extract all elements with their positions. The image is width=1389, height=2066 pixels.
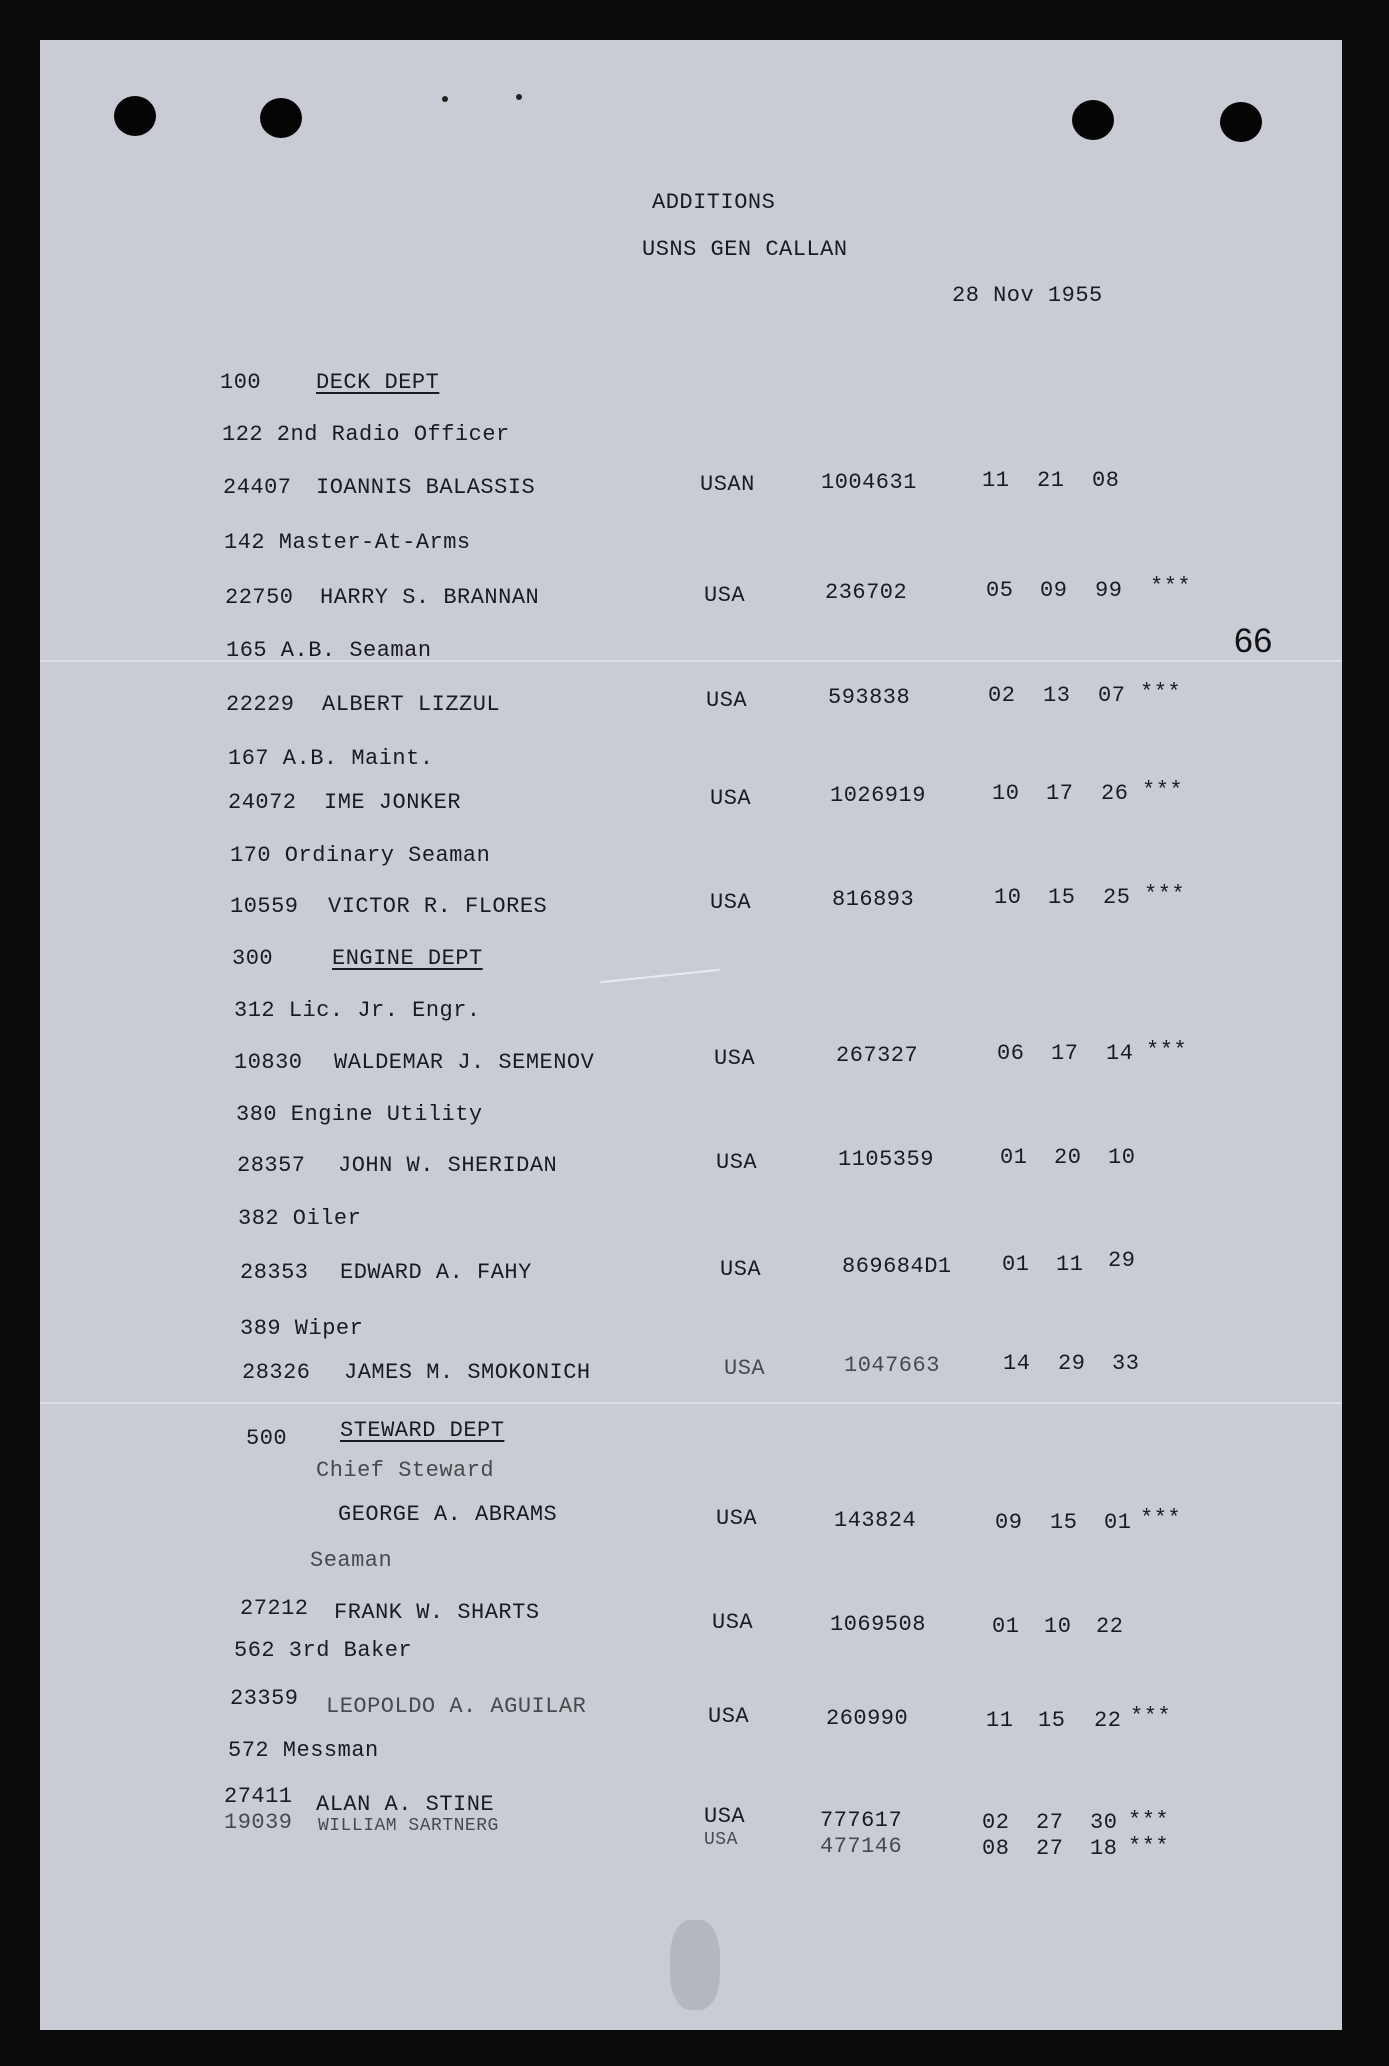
document-page (40, 40, 1342, 2030)
crew-id: 24407 (223, 475, 292, 500)
date-month: 02 (982, 1810, 1010, 1835)
doc-title: ADDITIONS (652, 190, 776, 215)
date-month: 11 (986, 1708, 1014, 1733)
crew-id: 19039 (224, 1810, 293, 1835)
date-day: 17 (1046, 781, 1074, 806)
fold-line (40, 1402, 1342, 1404)
date-year: 08 (1092, 468, 1120, 493)
asterisk-mark: *** (1142, 778, 1184, 803)
crew-name: EDWARD A. FAHY (340, 1260, 532, 1285)
asterisk-mark: *** (1146, 1038, 1188, 1063)
dept-code: 300 (232, 946, 274, 971)
citizenship: USA (704, 583, 746, 608)
crew-name: FRANK W. SHARTS (334, 1600, 540, 1625)
crew-name: ALBERT LIZZUL (322, 692, 501, 717)
date-month: 01 (1000, 1145, 1028, 1170)
date-day: 27 (1036, 1810, 1064, 1835)
speck (442, 96, 448, 102)
doc-date: 28 Nov 1955 (952, 283, 1103, 308)
position-line: 389 Wiper (240, 1316, 364, 1341)
crew-id: 28326 (242, 1360, 311, 1385)
date-day: 17 (1051, 1041, 1079, 1066)
date-month: 02 (988, 683, 1016, 708)
date-month: 01 (1002, 1252, 1030, 1277)
date-year: 14 (1106, 1041, 1134, 1066)
dept-heading: ENGINE DEPT (332, 946, 483, 971)
citizenship: USA (710, 786, 752, 811)
citizenship: USA (720, 1257, 762, 1282)
date-year: 29 (1108, 1248, 1136, 1273)
crew-name: WILLIAM SARTNERG (318, 1816, 499, 1836)
crew-name: JOHN W. SHERIDAN (338, 1153, 558, 1178)
date-year: 30 (1090, 1810, 1118, 1835)
position-line: 380 Engine Utility (236, 1102, 483, 1127)
crew-id: 23359 (230, 1686, 299, 1711)
position-line: 312 Lic. Jr. Engr. (234, 998, 481, 1023)
position-line: 382 Oiler (238, 1206, 362, 1231)
crew-id: 10830 (234, 1050, 303, 1075)
crew-id: 28353 (240, 1260, 309, 1285)
date-day: 27 (1036, 1836, 1064, 1861)
date-month: 08 (982, 1836, 1010, 1861)
document-number: 593838 (828, 685, 911, 710)
punch-hole (114, 96, 156, 136)
document-number: 260990 (826, 1706, 909, 1731)
position-line: 167 A.B. Maint. (228, 746, 434, 771)
date-month: 14 (1003, 1351, 1031, 1376)
document-number: 869684D1 (842, 1254, 952, 1279)
asterisk-mark: *** (1150, 574, 1192, 599)
position-line: 562 3rd Baker (234, 1638, 413, 1663)
punch-hole (1220, 102, 1262, 142)
crew-id: 22750 (225, 585, 294, 610)
date-year: 22 (1094, 1708, 1122, 1733)
document-number: 1004631 (821, 470, 917, 495)
date-day: 15 (1048, 885, 1076, 910)
document-number: 1105359 (838, 1147, 934, 1172)
date-month: 11 (982, 468, 1010, 493)
position-line: Seaman (310, 1548, 393, 1573)
document-number: 777617 (820, 1808, 903, 1833)
date-day: 11 (1056, 1252, 1084, 1277)
document-number: 816893 (832, 887, 915, 912)
citizenship: USA (704, 1804, 746, 1829)
citizenship: USA (710, 890, 752, 915)
asterisk-mark: *** (1140, 1506, 1182, 1531)
asterisk-mark: *** (1140, 680, 1182, 705)
date-day: 09 (1040, 578, 1068, 603)
punch-hole (260, 98, 302, 138)
date-day: 15 (1038, 1708, 1066, 1733)
date-month: 01 (992, 1614, 1020, 1639)
date-month: 09 (995, 1510, 1023, 1535)
ship-name: USNS GEN CALLAN (642, 237, 848, 262)
document-number: 267327 (836, 1043, 919, 1068)
crew-name: ALAN A. STINE (316, 1792, 495, 1817)
position-line: 142 Master-At-Arms (224, 530, 471, 555)
date-month: 05 (986, 578, 1014, 603)
crew-name: LEOPOLDO A. AGUILAR (326, 1694, 587, 1719)
position-line: 170 Ordinary Seaman (230, 843, 491, 868)
dept-code: 500 (246, 1426, 288, 1451)
crew-id: 10559 (230, 894, 299, 919)
document-number: 1047663 (844, 1353, 940, 1378)
position-line: Chief Steward (316, 1458, 495, 1483)
crew-name: WALDEMAR J. SEMENOV (334, 1050, 595, 1075)
crew-name: JAMES M. SMOKONICH (344, 1360, 591, 1385)
asterisk-mark: *** (1128, 1834, 1170, 1859)
citizenship: USA (712, 1610, 754, 1635)
citizenship: USA (706, 688, 748, 713)
citizenship: USA (716, 1506, 758, 1531)
asterisk-mark: *** (1130, 1704, 1172, 1729)
date-day: 15 (1050, 1510, 1078, 1535)
crew-id: 27212 (240, 1596, 309, 1621)
citizenship: USA (716, 1150, 758, 1175)
citizenship: USA (708, 1704, 750, 1729)
position-line: 122 2nd Radio Officer (222, 422, 510, 447)
date-year: 07 (1098, 683, 1126, 708)
document-number: 236702 (825, 580, 908, 605)
date-year: 25 (1103, 885, 1131, 910)
date-day: 29 (1058, 1351, 1086, 1376)
speck (516, 94, 522, 100)
crew-id: 27411 (224, 1784, 293, 1809)
document-number: 143824 (834, 1508, 917, 1533)
dept-heading: STEWARD DEPT (340, 1418, 505, 1443)
date-day: 10 (1044, 1614, 1072, 1639)
position-line: 165 A.B. Seaman (226, 638, 432, 663)
date-day: 20 (1054, 1145, 1082, 1170)
smudge (670, 1920, 720, 2010)
date-year: 99 (1095, 578, 1123, 603)
date-day: 21 (1037, 468, 1065, 493)
crew-id: 24072 (228, 790, 297, 815)
position-line: 572 Messman (228, 1738, 379, 1763)
date-year: 10 (1108, 1145, 1136, 1170)
dept-heading: DECK DEPT (316, 370, 440, 395)
citizenship: USA (724, 1356, 766, 1381)
date-year: 18 (1090, 1836, 1118, 1861)
citizenship: USA (714, 1046, 756, 1071)
date-year: 33 (1112, 1351, 1140, 1376)
date-year: 22 (1096, 1614, 1124, 1639)
crew-id: 28357 (237, 1153, 306, 1178)
asterisk-mark: *** (1144, 882, 1186, 907)
citizenship: USA (704, 1830, 738, 1850)
document-number: 1069508 (830, 1612, 926, 1637)
date-month: 06 (997, 1041, 1025, 1066)
scratch-mark (600, 969, 720, 984)
crew-name: IME JONKER (324, 790, 462, 815)
document-number: 477146 (820, 1834, 903, 1859)
crew-name: IOANNIS BALASSIS (316, 475, 536, 500)
crew-name: HARRY S. BRANNAN (320, 585, 540, 610)
date-month: 10 (992, 781, 1020, 806)
document-number: 1026919 (830, 783, 926, 808)
date-year: 26 (1101, 781, 1129, 806)
page-number: 66 (1234, 622, 1273, 660)
asterisk-mark: *** (1128, 1808, 1170, 1833)
punch-hole (1072, 100, 1114, 140)
crew-name: VICTOR R. FLORES (328, 894, 548, 919)
date-year: 01 (1104, 1510, 1132, 1535)
dept-code: 100 (220, 370, 262, 395)
date-day: 13 (1043, 683, 1071, 708)
crew-name: GEORGE A. ABRAMS (338, 1502, 558, 1527)
crew-id: 22229 (226, 692, 295, 717)
date-month: 10 (994, 885, 1022, 910)
citizenship: USAN (700, 472, 755, 497)
